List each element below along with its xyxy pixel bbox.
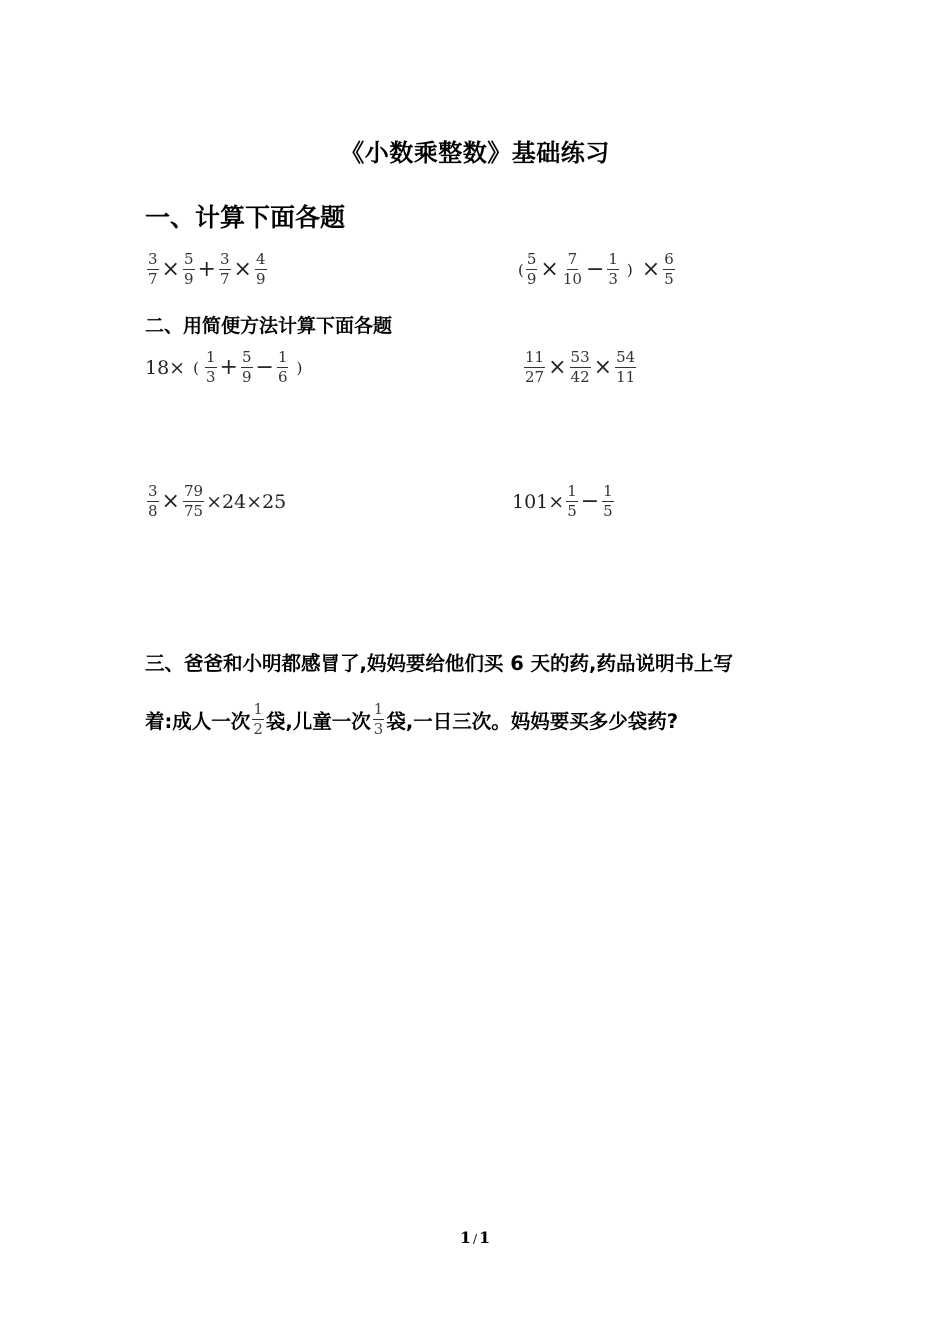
exercise-2a <box>145 349 302 386</box>
fraction: $\frac{3}{7}$ <box>219 250 230 288</box>
operator: × <box>233 257 252 282</box>
fraction: $\frac{5}{9}$ <box>526 250 537 288</box>
operator: − <box>585 257 605 282</box>
left-paren: ( <box>518 260 524 279</box>
page-number <box>0 1228 950 1247</box>
fraction: $\frac{7}{10}$ <box>562 250 582 288</box>
fraction: $\frac{11}{27}$ <box>525 348 545 386</box>
fraction: $\frac{5}{9}$ <box>241 348 252 386</box>
fraction: $\frac{1}{6}$ <box>277 348 288 386</box>
trailing-term: ×24×25 <box>206 490 287 513</box>
fraction: $\frac{54}{11}$ <box>616 348 636 386</box>
fraction: $\frac{1}{3}$ <box>205 348 216 386</box>
current-page: 1 <box>459 1228 471 1247</box>
operator: + <box>197 257 216 282</box>
operator: × <box>540 257 559 282</box>
fraction: $\frac{4}{9}$ <box>255 250 266 288</box>
fraction: $\frac{1}{5}$ <box>603 482 613 520</box>
word-problem-line-1: 三、爸爸和小明都感冒了,妈妈要给他们买 6 天的药,药品说明书上写 <box>145 652 733 675</box>
word-problem-text: 着:成人一次 <box>145 709 251 733</box>
operator: − <box>580 489 600 514</box>
total-pages: 1 <box>479 1228 491 1247</box>
fraction: $\frac{53}{42}$ <box>570 348 590 386</box>
right-paren: ) <box>296 358 303 377</box>
exercise-2b <box>522 349 638 386</box>
page-title: 《小数乘整数》基础练习 <box>340 139 610 167</box>
operator: × <box>161 257 180 282</box>
operator: + <box>219 355 238 380</box>
section-heading-2: 二、用简便方法计算下面各题 <box>145 315 393 337</box>
left-paren: ( <box>193 358 199 377</box>
fraction: $\frac{1}{5}$ <box>567 482 577 520</box>
exercise-1a <box>145 251 269 288</box>
leading-term: 101× <box>512 490 565 513</box>
fraction-child-dose: $\frac{1}{3}$ <box>373 700 384 738</box>
right-paren: ) <box>626 260 633 279</box>
section-heading-1: 一、计算下面各题 <box>145 203 346 232</box>
operator: × <box>548 355 567 380</box>
exercise-2c <box>145 483 286 520</box>
operator: × <box>161 489 180 514</box>
fraction: $\frac{79}{75}$ <box>183 482 204 520</box>
fraction: $\frac{6}{5}$ <box>664 250 674 288</box>
word-problem-text: 袋,一日三次。妈妈要买多少袋药? <box>386 709 679 733</box>
fraction: $\frac{1}{3}$ <box>608 250 618 288</box>
operator: − <box>255 355 274 380</box>
exercise-1b <box>518 251 677 288</box>
word-problem-text: 袋,儿童一次 <box>265 709 371 733</box>
fraction: $\frac{3}{7}$ <box>148 250 158 288</box>
exercise-2d <box>512 483 616 520</box>
operator: × <box>593 355 613 380</box>
word-problem-line-2 <box>145 701 678 738</box>
fraction: $\frac{3}{8}$ <box>148 482 158 520</box>
fraction: $\frac{5}{9}$ <box>183 250 194 288</box>
operator: × <box>641 257 661 282</box>
page-separator: / <box>472 1232 478 1246</box>
fraction-adult-dose: $\frac{1}{2}$ <box>253 700 263 738</box>
leading-term: 18× <box>145 356 186 379</box>
